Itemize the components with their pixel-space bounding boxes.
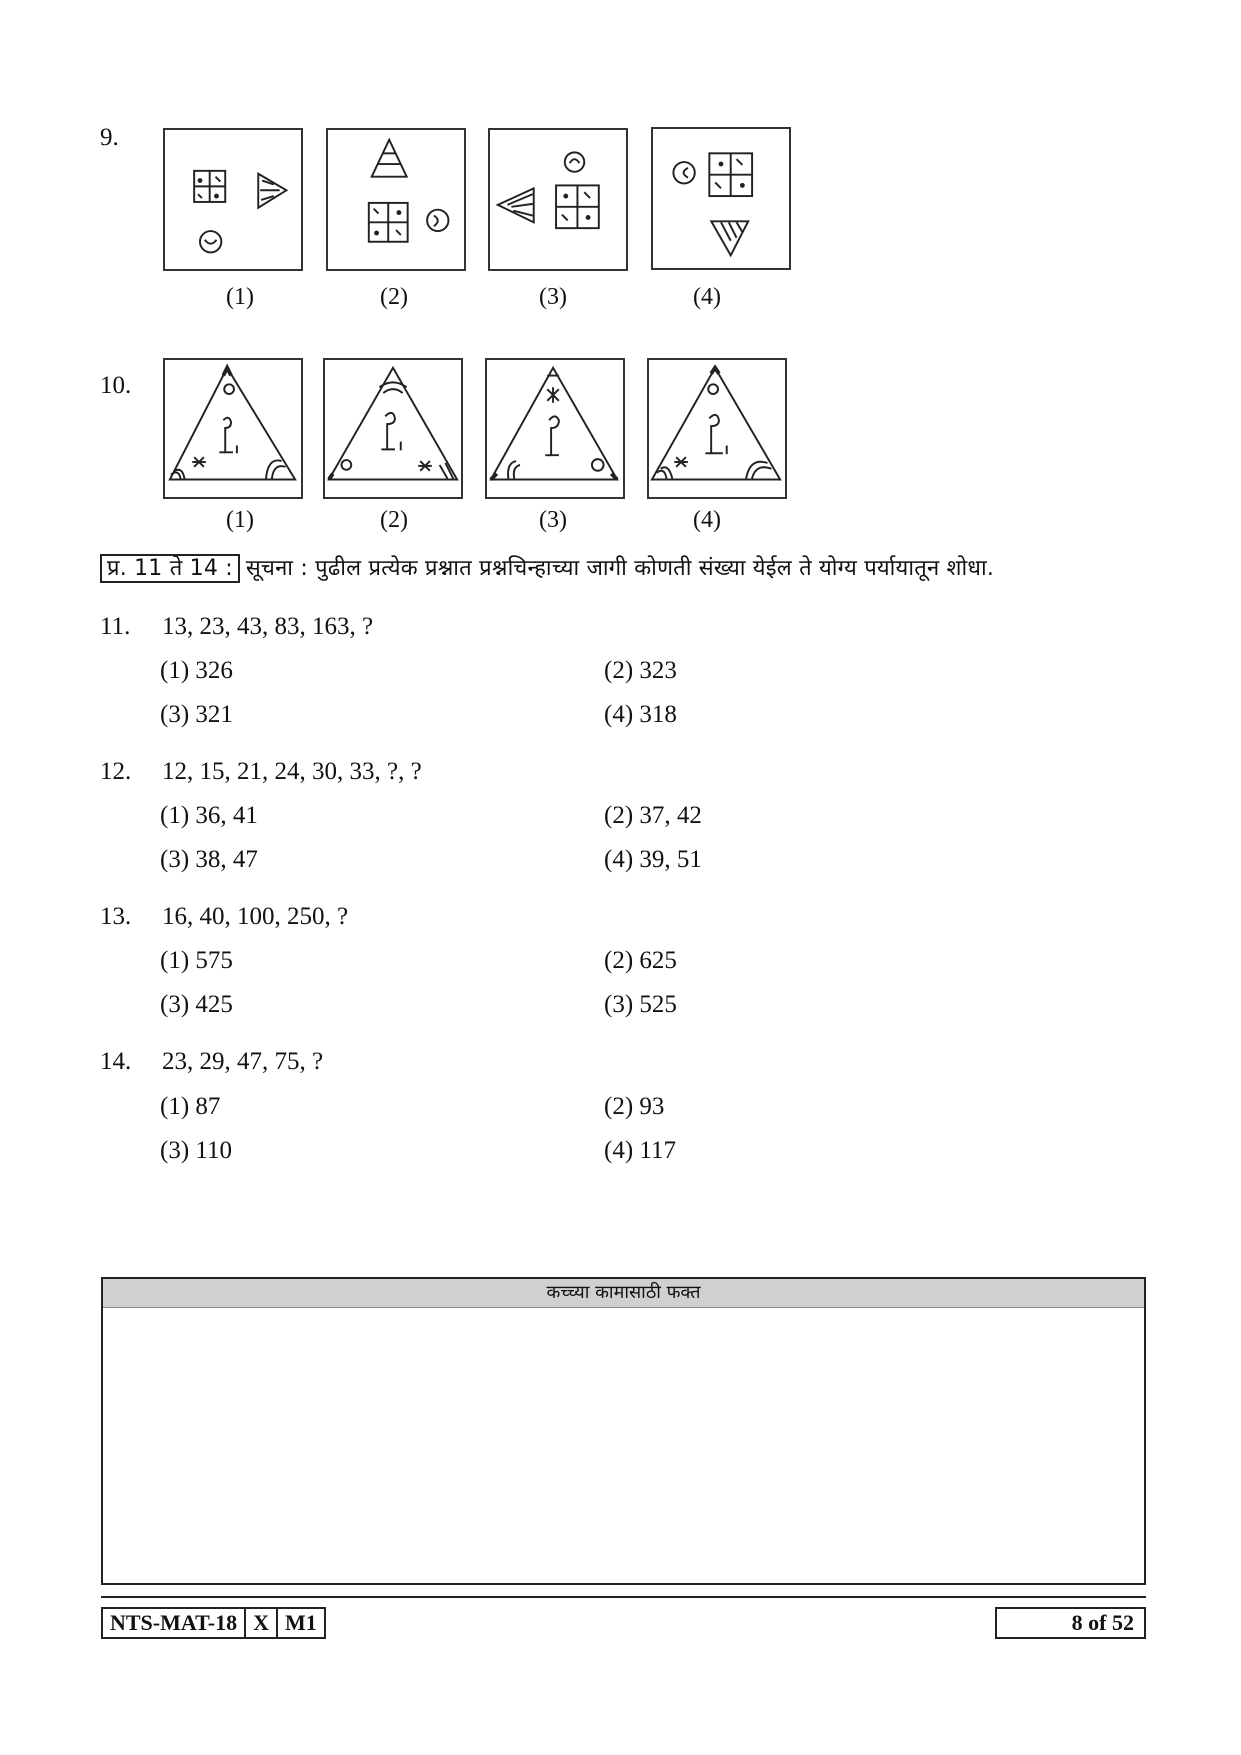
q9-figure-4-drawing — [653, 129, 789, 268]
q12-option-4[interactable]: (4) 39, 51 — [604, 846, 702, 873]
q9-label-1: (1) — [226, 284, 254, 310]
rough-work-header: कच्च्या कामासाठी फक्त — [103, 1279, 1144, 1308]
question-number: 12. — [100, 758, 132, 785]
q13-option-1[interactable]: (1) 575 — [160, 947, 233, 974]
q11-option-1[interactable]: (1) 326 — [160, 657, 233, 684]
question-13 — [100, 903, 349, 931]
q10-figure-4[interactable] — [647, 358, 787, 499]
q12-option-2[interactable]: (2) 37, 42 — [604, 802, 702, 829]
q10-figure-3[interactable] — [485, 358, 625, 499]
q11-option-2[interactable]: (2) 323 — [604, 657, 677, 684]
question-number: 13. — [100, 903, 132, 930]
page-number: 8 of 52 — [995, 1607, 1146, 1639]
question-number-10: 10. — [100, 372, 132, 399]
q10-figure-3-drawing — [487, 360, 623, 497]
q14-option-1[interactable]: (1) 87 — [160, 1093, 221, 1120]
q13-option-2[interactable]: (2) 625 — [604, 947, 677, 974]
question-11 — [100, 613, 374, 641]
q12-option-1[interactable]: (1) 36, 41 — [160, 802, 258, 829]
q14-option-2[interactable]: (2) 93 — [604, 1093, 665, 1120]
q10-figure-1-drawing — [165, 360, 301, 497]
paper-medium: M1 — [285, 1610, 317, 1635]
q11-option-4[interactable]: (4) 318 — [604, 701, 677, 728]
rough-work-box — [101, 1277, 1146, 1585]
q14-option-4[interactable]: (4) 117 — [604, 1137, 676, 1164]
q9-figure-4[interactable] — [651, 127, 791, 270]
q10-figure-4-drawing — [649, 360, 785, 497]
q9-label-4: (4) — [693, 284, 721, 310]
q9-figure-1-drawing — [165, 130, 301, 269]
instruction-range-box: प्र. 11 ते 14 : — [100, 554, 240, 583]
q10-figure-1[interactable] — [163, 358, 303, 499]
paper-code-box — [101, 1607, 326, 1639]
q9-figure-1[interactable] — [163, 128, 303, 271]
q10-label-1: (1) — [226, 507, 254, 533]
q10-label-2: (2) — [380, 507, 408, 533]
question-12 — [100, 758, 422, 786]
q11-option-3[interactable]: (3) 321 — [160, 701, 233, 728]
q12-option-3[interactable]: (3) 38, 47 — [160, 846, 258, 873]
footer-rule — [101, 1596, 1146, 1598]
instruction-text: सूचना : पुढील प्रत्येक प्रश्नात प्रश्नचिन्हाच्या जागी कोणती संख्या येईल ते योग्य पर्यायातून शोधा. — [245, 556, 995, 581]
q10-figure-2-drawing — [325, 360, 461, 497]
paper-code: NTS-MAT-18 — [103, 1609, 246, 1637]
question-14 — [100, 1048, 324, 1076]
q9-figure-3-drawing — [490, 130, 626, 269]
instruction-line — [100, 552, 994, 582]
question-series: 13, 23, 43, 83, 163, ? — [162, 613, 374, 640]
q13-option-4[interactable]: (3) 525 — [604, 991, 677, 1018]
q9-label-3: (3) — [539, 284, 567, 310]
question-series: 23, 29, 47, 75, ? — [162, 1048, 324, 1075]
q10-label-3: (3) — [539, 507, 567, 533]
question-number-9: 9. — [100, 124, 119, 151]
q9-figure-2[interactable] — [326, 128, 466, 271]
q9-figure-2-drawing — [328, 130, 464, 269]
q14-option-3[interactable]: (3) 110 — [160, 1137, 232, 1164]
q10-label-4: (4) — [693, 507, 721, 533]
question-number: 14. — [100, 1048, 132, 1075]
q9-label-2: (2) — [380, 284, 408, 310]
paper-standard: X — [246, 1609, 278, 1637]
question-number: 11. — [100, 613, 131, 640]
q13-option-3[interactable]: (3) 425 — [160, 991, 233, 1018]
question-series: 16, 40, 100, 250, ? — [162, 903, 349, 930]
question-series: 12, 15, 21, 24, 30, 33, ?, ? — [162, 758, 422, 785]
q10-figure-2[interactable] — [323, 358, 463, 499]
q9-figure-3[interactable] — [488, 128, 628, 271]
